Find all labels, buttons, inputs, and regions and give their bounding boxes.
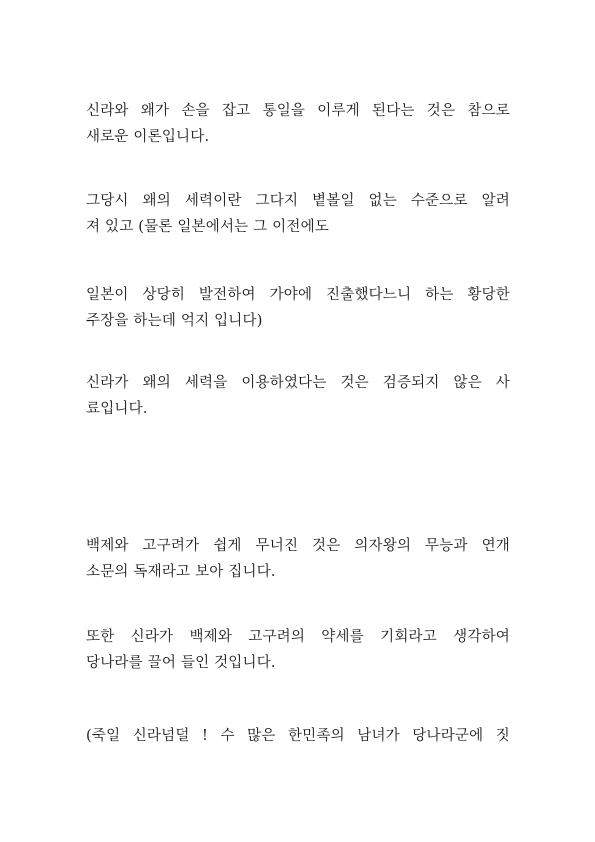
paragraph-line: 당나라를 끌어 들인 것입니다. — [86, 655, 276, 671]
paragraph-line: 새로운 이론입니다. — [86, 129, 210, 145]
paragraph-2 — [86, 188, 510, 240]
paragraph-line: 신라와 왜가 손을 잡고 통일을 이루게 된다는 것은 참으로 — [86, 103, 510, 119]
paragraph-3 — [86, 282, 510, 334]
paragraph-line: 백제와 고구려가 쉽게 무너진 것은 의자왕의 무능과 연개 — [86, 538, 510, 554]
paragraph-6 — [86, 624, 510, 676]
paragraph-line: 신라가 왜의 세력을 이용하였다는 것은 검증되지 않은 사 — [86, 375, 510, 391]
paragraph-line: 또한 신라가 백제와 고구려의 약세를 기회라고 생각하여 — [86, 629, 510, 645]
paragraph-line: 일본이 상당히 발전하여 가야에 진출했다느니 하는 황당한 — [86, 287, 510, 303]
paragraph-5 — [86, 533, 510, 585]
paragraph-line: 주장을 하는데 억지 입니다) — [86, 313, 263, 329]
paragraph-1 — [86, 98, 510, 150]
paragraph-line: 료입니다. — [86, 401, 148, 417]
paragraph-7 — [86, 723, 510, 749]
paragraph-line: (죽일 신라넘덜 ! 수 많은 한민족의 남녀가 당나라군에 짓 — [86, 728, 510, 744]
paragraph-4 — [86, 370, 510, 422]
paragraph-line: 소문의 독재라고 보아 집니다. — [86, 564, 276, 580]
paragraph-line: 그당시 왜의 세력이란 그다지 볕볼일 없는 수준으로 알려 — [86, 193, 510, 209]
paragraph-line: 져 있고 (물론 일본에서는 그 이전에도 — [86, 219, 330, 235]
